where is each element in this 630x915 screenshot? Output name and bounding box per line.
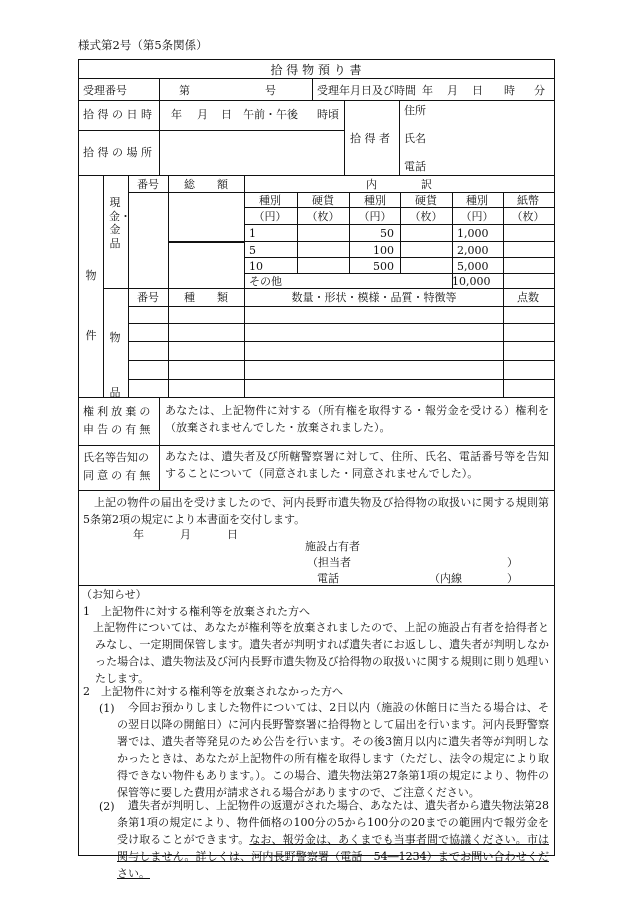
denom-unit-5: （円）	[460, 210, 494, 223]
consent-text: あなたは、遺失者及び所轄警察署に対して、住所、氏名、電話番号等を告知することについて（同意されました・同意されませんでした）。	[165, 450, 549, 480]
rule	[244, 224, 554, 225]
receipt-text: 上記の物件の届出を受けましたので、河内長野市遺失物及び拾得物の取扱いに関する規則第5条第2項の規定により本書面を交付します。	[83, 496, 549, 526]
finder-name-label: 氏名	[404, 132, 426, 145]
found-unit-hour: 時頃	[317, 108, 339, 121]
reception-unit-day: 日	[472, 84, 483, 97]
rule	[79, 445, 554, 446]
rights-label-2: 申告の有無	[83, 423, 154, 436]
rule	[79, 130, 344, 131]
rule	[244, 175, 245, 397]
rule	[79, 585, 554, 586]
denom-kind-5: 種別	[466, 194, 488, 207]
rule	[297, 192, 298, 273]
found-unit-year: 年	[171, 108, 182, 121]
denom-kind-4: 硬貨	[415, 194, 437, 207]
notice-item1-title: 1 上記物件に対する権利等を放棄された方へ	[83, 605, 310, 618]
rule	[400, 192, 401, 273]
goods-kind-header: 種 類	[184, 291, 228, 304]
reception-number-label: 受理番号	[83, 84, 127, 97]
receipt-year: 年	[133, 528, 144, 541]
ext-label: （内線	[429, 572, 462, 585]
denom-kind-6: 紙幣	[517, 194, 539, 207]
consent-label-1: 氏名等告知の	[83, 451, 149, 464]
denom-kind-3: 種別	[364, 194, 386, 207]
rule	[399, 100, 400, 175]
notice-sub2-body: 遺失者が判明し、上記物件の返還がされた場合、あなたは、遺失者から遺失物法第28条第1項の規定により、物件価格の100分の5から100分の20までの範囲内で報労金を受け取ることができます。	[117, 799, 549, 846]
denom-value: 5	[249, 244, 256, 257]
reception-datetime-label: 受理年月日及び時間	[317, 84, 416, 97]
rule	[244, 257, 554, 258]
rule	[103, 175, 104, 397]
person-close: ）	[507, 556, 518, 569]
goods-number-header: 番号	[137, 291, 159, 304]
rights-label-1: 権利放棄の	[83, 405, 154, 418]
rule	[503, 288, 504, 397]
cash-label: 現金・金品	[109, 196, 131, 250]
rule	[128, 379, 554, 380]
rule	[128, 192, 554, 193]
rule	[452, 192, 453, 288]
receipt-form	[78, 59, 555, 880]
denom-kind-1: 種別	[259, 194, 281, 207]
rule	[168, 241, 244, 243]
notice-sub2-text	[117, 797, 549, 882]
cash-total-header: 総 額	[184, 178, 228, 191]
denom-value: 1	[249, 227, 256, 240]
reception-number-go: 号	[265, 84, 276, 97]
rule	[503, 192, 504, 288]
rule	[79, 100, 554, 101]
other-label: その他	[249, 275, 282, 288]
rule	[244, 241, 554, 242]
other-value: 10,000	[452, 275, 491, 288]
found-unit-day: 日	[221, 108, 232, 121]
denom-unit-1: （円）	[253, 210, 287, 223]
found-place-label: 拾 得 の 場 所	[83, 146, 152, 159]
denom-unit-2: （枚）	[306, 210, 340, 223]
found-unit-ampm: 午前・午後	[243, 108, 298, 121]
rule	[159, 78, 160, 100]
found-datetime-label: 拾 得 の 日 時	[83, 108, 152, 121]
rule	[168, 175, 169, 397]
rule	[344, 100, 345, 175]
denom-value: 2,000	[457, 244, 489, 257]
person-label: （担当者	[307, 556, 351, 569]
rule	[79, 78, 554, 79]
consent-label-2: 同意の有無	[83, 469, 154, 482]
rule	[79, 175, 554, 176]
rule	[159, 397, 160, 490]
notice-item1-text: 上記物件については、あなたが権利等を放棄されましたので、上記の施設占有者を拾得者とみなし、一定期間保管します。遺失者が判明すれば遺失者にお返しし、遺失者が判明しなかった場合は、遺失物法及び河内長野市遺失物及び拾得物の取扱いに関する規則に則り処理いたします。	[93, 621, 549, 685]
cash-breakdown-header: 内 訳	[366, 178, 432, 191]
rule	[128, 306, 554, 307]
goods-desc-header: 数量・形状・模様・品質・特徴等	[291, 291, 457, 304]
denom-unit-4: （枚）	[409, 210, 443, 223]
ext-close: ）	[507, 572, 518, 585]
finder-address-label: 住所	[404, 104, 426, 117]
denom-value: 100	[373, 244, 394, 257]
reception-unit-minute: 分	[534, 84, 545, 97]
rule	[349, 192, 350, 273]
finder-phone-label: 電話	[404, 160, 426, 173]
denom-value: 500	[373, 260, 394, 273]
form-title: 拾 得 物 預 り 書	[270, 63, 362, 77]
rule	[128, 341, 554, 342]
denom-value: 10	[249, 260, 263, 273]
denom-value: 1,000	[457, 227, 489, 240]
receipt-phone-label: 電話	[317, 572, 339, 585]
reception-unit-month: 月	[447, 84, 458, 97]
rights-text: あなたは、上記物件に対する（所有権を取得する・報労金を受ける）権利を（放棄されませんでした・放棄されました）。	[165, 404, 549, 434]
rule	[128, 360, 554, 361]
reception-unit-year: 年	[422, 84, 433, 97]
found-unit-month: 月	[197, 108, 208, 121]
items-section-label: 物 件	[85, 269, 108, 342]
denom-value: 50	[380, 227, 394, 240]
rule	[312, 78, 313, 100]
rule	[103, 288, 554, 289]
rule	[128, 323, 554, 324]
notice-sub2-mark: (2)	[99, 800, 115, 813]
cash-number-header: 番号	[137, 178, 159, 191]
rule	[79, 397, 554, 398]
notice-sub1-text: 今回お預かりしました物件については、2日以内（施設の休館日に当たる場合は、その翌日以降の開館日）に河内長野警察署に拾得物として届出を行います。河内長野警察署では、遺失者等発見のため公告を行います。その後3箇月以内に遺失者等が判明しなかったときは、あなたが上記物件の所有権を取得します（ただし、法令の規定により取得できない物件もあります。）。この場合、遺失物法第27条第1項の規定により、物件の保管等に要した費用が請求される場合がありますので、ご注意ください。	[117, 701, 549, 799]
receipt-day: 日	[227, 528, 238, 541]
denom-unit-6: （枚）	[511, 210, 545, 223]
rule	[244, 207, 554, 208]
notice-title: （お知らせ）	[81, 588, 147, 601]
notice-item2-title: 2 上記物件に対する権利等を放棄されなかった方へ	[83, 685, 343, 698]
form-number: 様式第2号（第5条関係）	[78, 38, 208, 52]
finder-label: 拾 得 者	[350, 132, 390, 145]
rule	[79, 490, 554, 491]
goods-count-header: 点数	[517, 291, 539, 304]
denom-unit-3: （円）	[358, 210, 392, 223]
notice-sub2-underlined: なお、報労金は、あくまでも当事者間で協議ください。市は関与しません。詳しくは、河内長野警察署（電話 54―1234）までお問い合わせください。	[117, 833, 549, 880]
rule	[128, 175, 129, 397]
rule	[244, 273, 554, 274]
reception-unit-hour: 時	[504, 84, 515, 97]
facility-label: 施設占有者	[305, 540, 360, 553]
notice-sub1-mark: (1)	[99, 702, 115, 715]
denom-kind-2: 硬貨	[312, 194, 334, 207]
denom-value: 5,000	[457, 260, 489, 273]
rule	[159, 100, 160, 175]
reception-number-dai: 第	[179, 84, 190, 97]
receipt-month: 月	[180, 528, 191, 541]
goods-label: 物品	[109, 331, 121, 399]
